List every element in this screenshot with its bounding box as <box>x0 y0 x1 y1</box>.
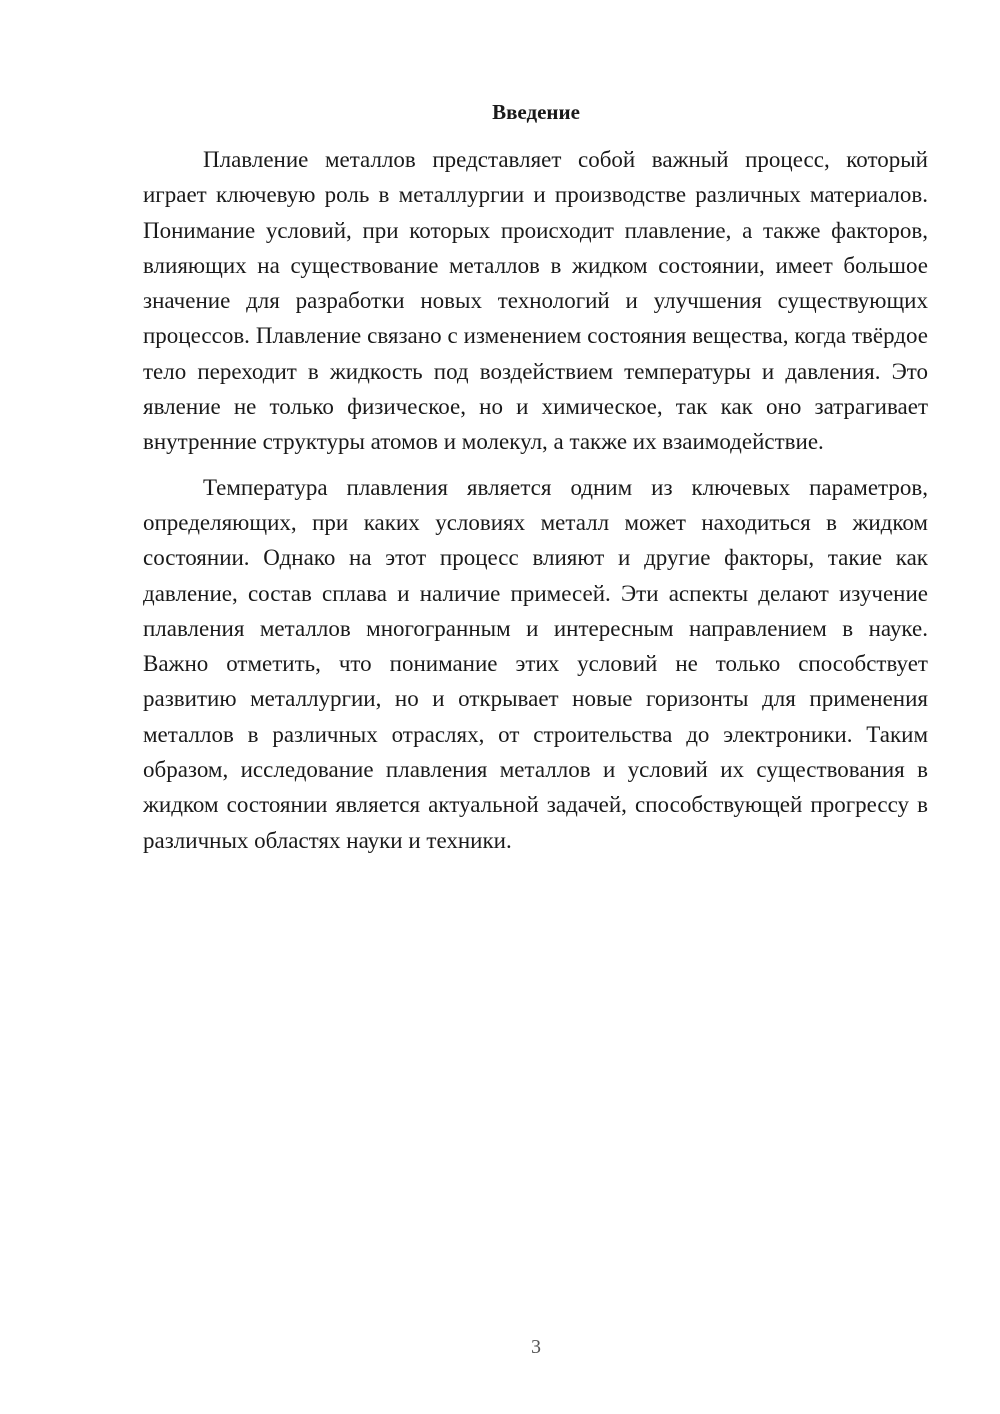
body-text <box>143 142 928 858</box>
paragraph-2: Температура плавления является одним из ключевых параметров, определяющих, при каких условиях металл может находиться в жидком состоянии. Однако на этот процесс влияют и другие факторы, такие как давление, состав сплава и наличие примесей. Эти аспекты делают изучение плавления металлов многогранным и интересным направлением в науке. Важно отметить, что понимание этих условий не только способствует развитию металлургии, но и открывает новые горизонты для применения металлов в различных отраслях, от строительства до электроники. Таким образом, исследование плавления металлов и условий их существования в жидком состоянии является актуальной задачей, способствующей прогрессу в различных областях науки и техники. <box>143 474 928 853</box>
section-heading: Введение <box>492 100 580 124</box>
page-number: 3 <box>531 1336 541 1358</box>
paragraph-1: Плавление металлов представляет собой важный процесс, который играет ключевую роль в металлургии и производстве различных материалов. Понимание условий, при которых происходит плавление, а также факторов, влияющих на существование металлов в жидком состоянии, имеет большое значение для разработки новых технологий и улучшения существующих процессов. Плавление связано с изменением состояния вещества, когда твёрдое тело переходит в жидкость под воздействием температуры и давления. Это явление не только физическое, но и химическое, так как оно затрагивает внутренние структуры атомов и молекул, а также их взаимодействие. <box>143 147 928 455</box>
